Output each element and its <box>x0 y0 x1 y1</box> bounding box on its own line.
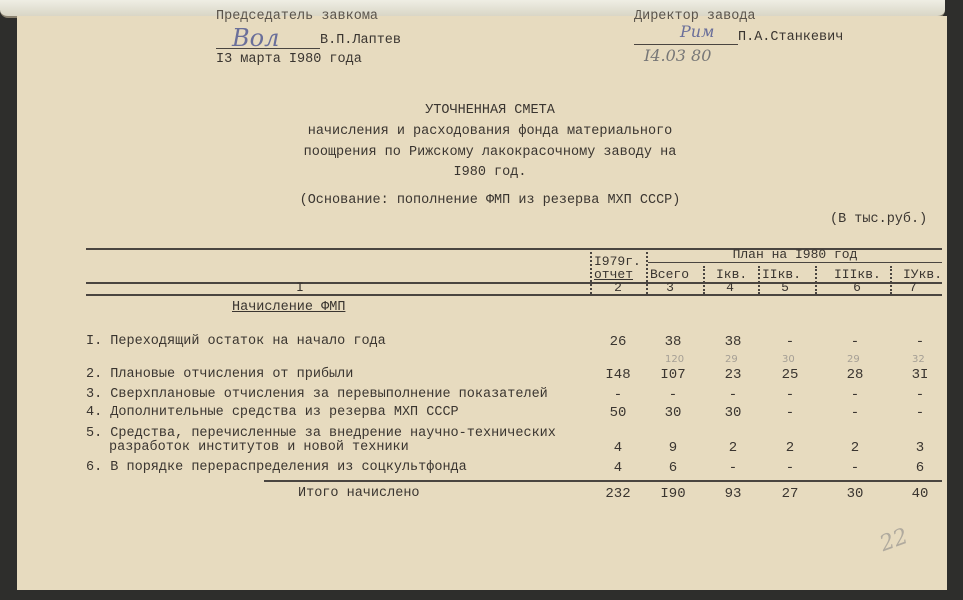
cell-row5-col4: 2 <box>728 440 738 456</box>
cell-row1-col7: - <box>915 334 925 350</box>
cell-row3-col6: - <box>850 387 860 403</box>
cell-row1-col6: - <box>850 334 860 350</box>
cell-row4-col5: - <box>785 405 795 421</box>
cell-row5-col2: 4 <box>613 440 623 456</box>
pencil-note: 29 <box>725 354 738 365</box>
page-number-pencil: 22 <box>876 523 912 558</box>
header-1979-year: I979г. <box>594 254 641 269</box>
doc-subtitle-2: поощрения по Рижскому лакокрасочному заводу на <box>303 145 677 160</box>
cell-row6-col4: - <box>728 460 738 476</box>
cell-row4-col7: - <box>915 405 925 421</box>
pencil-note: 29 <box>847 354 860 365</box>
cell-row2-col5: 25 <box>781 367 799 383</box>
row-4-label: 4. Дополнительные средства из резерва МХП СССР <box>86 405 459 420</box>
cell-row5-col7: 3 <box>915 440 925 456</box>
total-col6: 30 <box>846 486 864 502</box>
signature-line-right <box>634 44 738 45</box>
row-5-label: 5. Средства, перечисленные за внедрение научно-технических <box>86 426 556 441</box>
handwritten-date: I4.03 80 <box>644 46 712 65</box>
cell-row2-col4: 23 <box>724 367 742 383</box>
cell-row4-col6: - <box>850 405 860 421</box>
col-number-5: 5 <box>781 280 789 295</box>
cell-row2-col7: 3I <box>911 367 929 383</box>
col-number-1: I <box>296 280 304 295</box>
total-col4: 93 <box>724 486 742 502</box>
section-title: Начисление ФМП <box>232 300 346 315</box>
doc-title: УТОЧНЕННАЯ СМЕТА <box>425 103 555 118</box>
total-label: Итого начислено <box>298 486 420 501</box>
col-number-3: 3 <box>666 280 674 295</box>
total-col3: I90 <box>660 486 686 502</box>
cell-row1-col4: 38 <box>724 334 742 350</box>
cell-row6-col5: - <box>785 460 795 476</box>
pencil-note: 120 <box>665 354 685 365</box>
header-plan-group: План на I980 год <box>732 247 858 262</box>
doc-subtitle-1: начисления и расходования фонда материального <box>307 124 673 139</box>
chairman-name: В.П.Лаптев <box>320 33 402 48</box>
col-number-6: 6 <box>853 280 861 295</box>
cell-row4-col3: 30 <box>664 405 682 421</box>
pencil-note: 30 <box>782 354 795 365</box>
cell-row5-col6: 2 <box>850 440 860 456</box>
cell-row2-col3: I07 <box>660 367 686 383</box>
approval-date: I3 марта I980 года <box>216 52 362 67</box>
cell-row6-col6: - <box>850 460 860 476</box>
cell-row4-col2: 50 <box>609 405 627 421</box>
col-divider <box>815 266 817 294</box>
doc-basis: (Основание: пополнение ФМП из резерва МХП СССР) <box>299 193 681 208</box>
col-number-2: 2 <box>614 280 622 295</box>
total-rule <box>264 480 942 482</box>
cell-row1-col2: 26 <box>609 334 627 350</box>
plan-group-rule <box>648 262 942 263</box>
header-q1: Iкв. <box>716 267 748 282</box>
header-q2: IIкв. <box>762 267 802 282</box>
cell-row3-col3: - <box>668 387 678 403</box>
cell-row3-col7: - <box>915 387 925 403</box>
cell-row6-col3: 6 <box>668 460 678 476</box>
cell-row3-col2: - <box>613 387 623 403</box>
row-6-label: 6. В порядке перераспределения из соцкультфонда <box>86 460 467 475</box>
row-2-label: 2. Плановые отчисления от прибыли <box>86 367 354 382</box>
row-1-label: I. Переходящий остаток на начало года <box>86 334 386 349</box>
header-q4: IУкв. <box>903 267 943 282</box>
director-title: Директор завода <box>634 9 756 24</box>
cell-row2-col6: 28 <box>846 367 864 383</box>
units-label: (В тыс.руб.) <box>830 212 928 227</box>
total-col2: 232 <box>605 486 631 502</box>
total-col5: 27 <box>781 486 799 502</box>
cell-row3-col4: - <box>728 387 738 403</box>
cell-row3-col5: - <box>785 387 795 403</box>
signature-right: Рим <box>680 22 715 41</box>
row-5-label-cont: разработок институтов и новой техники <box>109 440 409 455</box>
header-q3: IIIкв. <box>834 267 881 282</box>
header-total: Всего <box>650 267 690 282</box>
cell-row1-col3: 38 <box>664 334 682 350</box>
cell-row6-col7: 6 <box>915 460 925 476</box>
total-col7: 40 <box>911 486 929 502</box>
cell-row6-col2: 4 <box>613 460 623 476</box>
chairman-title: Председатель завкома <box>216 9 379 24</box>
doc-subtitle-3: I980 год. <box>453 165 527 180</box>
cell-row1-col5: - <box>785 334 795 350</box>
pencil-note: 32 <box>912 354 925 365</box>
col-number-7: 7 <box>909 280 917 295</box>
cell-row4-col4: 30 <box>724 405 742 421</box>
cell-row5-col5: 2 <box>785 440 795 456</box>
header-1979-report: отчет <box>594 267 634 282</box>
cell-row5-col3: 9 <box>668 440 678 456</box>
signature-left: Вол <box>232 24 280 52</box>
row-3-label: 3. Сверхплановые отчисления за перевыполнение показателей <box>86 387 548 402</box>
col-number-4: 4 <box>726 280 734 295</box>
director-name: П.А.Станкевич <box>738 30 844 45</box>
cell-row2-col2: I48 <box>605 367 631 383</box>
